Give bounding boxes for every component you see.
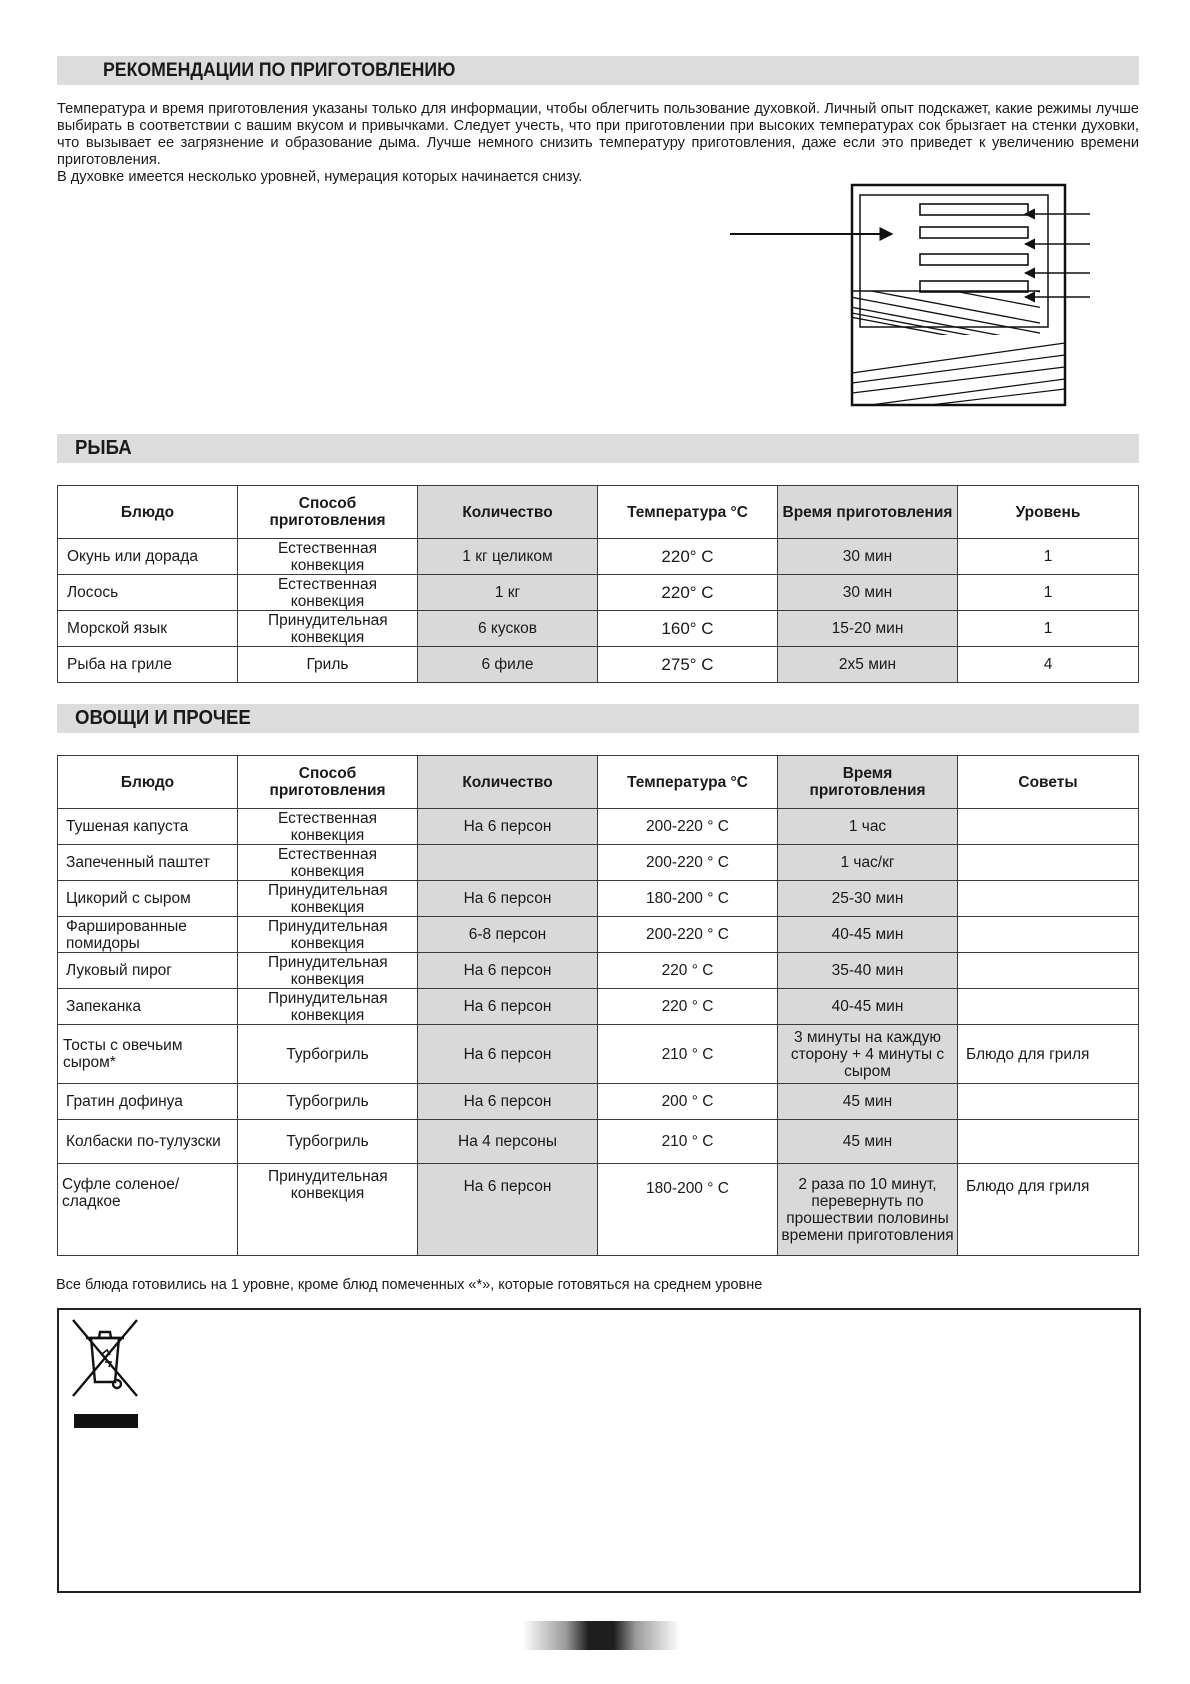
veg-temperature: 210 ° C (598, 1025, 778, 1084)
veg-temperature: 180-200 ° C (598, 1164, 778, 1256)
fish-quantity: 6 кусков (418, 611, 598, 647)
disposal-info-box (57, 1308, 1141, 1593)
table-row (58, 953, 1139, 989)
fish-level: 1 (958, 575, 1139, 611)
veg-temperature: 200-220 ° C (598, 809, 778, 845)
veg-header-time: Время приготовления (778, 756, 958, 809)
table-row (58, 881, 1139, 917)
table-row (58, 989, 1139, 1025)
fish-dish: Рыба на гриле (58, 647, 238, 683)
veg-time: 2 раза по 10 минут, перевернуть по прошествии половины времени приготовления (778, 1164, 958, 1256)
vegetables-table (57, 755, 1139, 1256)
table-row (58, 1164, 1139, 1256)
veg-dish: Фаршированные помидоры (58, 917, 238, 953)
weee-black-bar (74, 1414, 138, 1428)
table-row (58, 809, 1139, 845)
fish-header-method: Способ приготовления (238, 486, 418, 539)
section-title-fish (57, 434, 1139, 463)
veg-temperature: 200-220 ° C (598, 845, 778, 881)
veg-quantity: На 4 персоны (418, 1120, 598, 1164)
veg-time: 3 минуты на каждую сторону + 4 минуты с сыром (778, 1025, 958, 1084)
fish-time: 15-20 мин (778, 611, 958, 647)
veg-tips (958, 1084, 1139, 1120)
veg-title: ОВОЩИ И ПРОЧЕЕ (75, 707, 251, 729)
page-number-tab (522, 1621, 680, 1650)
veg-dish: Запеканка (58, 989, 238, 1025)
veg-method: Принудительная конвекция (238, 989, 418, 1025)
veg-dish: Запеченный паштет (58, 845, 238, 881)
fish-time: 30 мин (778, 575, 958, 611)
veg-tips (958, 953, 1139, 989)
fish-header-temperature: Температура °C (598, 486, 778, 539)
veg-tips (958, 989, 1139, 1025)
fish-table (57, 485, 1139, 683)
fish-level: 4 (958, 647, 1139, 683)
veg-tips: Блюдо для гриля (958, 1164, 1139, 1256)
section-title-vegetables (57, 704, 1139, 733)
veg-quantity: На 6 персон (418, 881, 598, 917)
veg-quantity: На 6 персон (418, 1164, 598, 1256)
veg-time: 35-40 мин (778, 953, 958, 989)
veg-temperature: 180-200 ° C (598, 881, 778, 917)
veg-tips (958, 881, 1139, 917)
veg-dish: Луковый пирог (58, 953, 238, 989)
crossed-out-wheelie-bin-icon (69, 1318, 141, 1398)
veg-quantity (418, 845, 598, 881)
veg-time: 45 мин (778, 1120, 958, 1164)
fish-quantity: 1 кг (418, 575, 598, 611)
veg-quantity: На 6 персон (418, 1025, 598, 1084)
fish-quantity: 1 кг целиком (418, 539, 598, 575)
veg-dish: Суфле соленое/сладкое (58, 1164, 238, 1256)
fish-temperature: 220° C (598, 575, 778, 611)
veg-tips (958, 845, 1139, 881)
veg-time: 40-45 мин (778, 917, 958, 953)
oven-levels-diagram (720, 183, 1110, 413)
fish-level: 1 (958, 611, 1139, 647)
veg-dish: Гратин дофинуа (58, 1084, 238, 1120)
fish-quantity: 6 филе (418, 647, 598, 683)
veg-time: 40-45 мин (778, 989, 958, 1025)
veg-quantity: На 6 персон (418, 809, 598, 845)
veg-time: 1 час (778, 809, 958, 845)
veg-temperature: 200-220 ° C (598, 917, 778, 953)
fish-method: Гриль (238, 647, 418, 683)
veg-tips (958, 809, 1139, 845)
intro-paragraph-1: Температура и время приготовления указаны только для информации, чтобы облегчить пользование духовкой. Личный опыт подскажет, какие режимы лучше выбирать в соответствии с вашим вкусом и привычками. Следует учесть, что при приготовлении при высоких температурах сок брызгает на стенки духовки, что вызывает ее загрязнение и образование дыма. Лучше немного снизить температуру приготовления, даже если это приведет к увеличению времени приготовления. (57, 101, 1139, 168)
fish-title: РЫБА (75, 437, 132, 459)
veg-quantity: 6-8 персон (418, 917, 598, 953)
veg-time: 1 час/кг (778, 845, 958, 881)
table-row (58, 539, 1139, 575)
veg-method: Турбогриль (238, 1025, 418, 1084)
veg-method: Естественная конвекция (238, 809, 418, 845)
fish-header-time: Время приготовления (778, 486, 958, 539)
veg-dish: Тосты с овечьим сыром* (58, 1025, 238, 1084)
fish-method: Естественная конвекция (238, 539, 418, 575)
veg-tips (958, 917, 1139, 953)
table-row (58, 845, 1139, 881)
fish-table-header (58, 486, 1139, 539)
table-row (58, 1120, 1139, 1164)
intro-paragraph-2: В духовке имеется несколько уровней, нумерация которых начинается снизу. (57, 169, 583, 185)
table-row (58, 611, 1139, 647)
fish-header-quantity: Количество (418, 486, 598, 539)
veg-quantity: На 6 персон (418, 953, 598, 989)
veg-method: Принудительная конвекция (238, 917, 418, 953)
fish-method: Принудительная конвекция (238, 611, 418, 647)
veg-method: Турбогриль (238, 1120, 418, 1164)
veg-method: Принудительная конвекция (238, 953, 418, 989)
veg-temperature: 220 ° C (598, 989, 778, 1025)
fish-dish: Лосось (58, 575, 238, 611)
fish-header-level: Уровень (958, 486, 1139, 539)
table-row (58, 647, 1139, 683)
fish-header-dish: Блюдо (58, 486, 238, 539)
footnote: Все блюда готовились на 1 уровне, кроме блюд помеченных «*», которые готовяться на среднем уровне (56, 1277, 763, 1293)
veg-method: Принудительная конвекция (238, 881, 418, 917)
veg-header-temperature: Температура °C (598, 756, 778, 809)
veg-header-quantity: Количество (418, 756, 598, 809)
fish-dish: Окунь или дорада (58, 539, 238, 575)
veg-temperature: 220 ° C (598, 953, 778, 989)
recommendations-title: РЕКОМЕНДАЦИИ ПО ПРИГОТОВЛЕНИЮ (103, 60, 456, 81)
veg-quantity: На 6 персон (418, 1084, 598, 1120)
veg-tips (958, 1120, 1139, 1164)
table-row (58, 1084, 1139, 1120)
veg-temperature: 200 ° C (598, 1084, 778, 1120)
veg-header-tips: Советы (958, 756, 1139, 809)
veg-method: Естественная конвекция (238, 845, 418, 881)
veg-temperature: 210 ° C (598, 1120, 778, 1164)
fish-level: 1 (958, 539, 1139, 575)
veg-dish: Тушеная капуста (58, 809, 238, 845)
veg-method: Турбогриль (238, 1084, 418, 1120)
fish-temperature: 275° C (598, 647, 778, 683)
veg-tips: Блюдо для гриля (958, 1025, 1139, 1084)
fish-dish: Морской язык (58, 611, 238, 647)
intro-text (57, 101, 1139, 186)
veg-method: Принудительная конвекция (238, 1164, 418, 1256)
veg-dish: Цикорий с сыром (58, 881, 238, 917)
veg-quantity: На 6 персон (418, 989, 598, 1025)
veg-dish: Колбаски по-тулузски (58, 1120, 238, 1164)
table-row (58, 1025, 1139, 1084)
fish-temperature: 160° C (598, 611, 778, 647)
fish-time: 2x5 мин (778, 647, 958, 683)
veg-time: 45 мин (778, 1084, 958, 1120)
veg-table-header (58, 756, 1139, 809)
veg-time: 25-30 мин (778, 881, 958, 917)
section-title-recommendations (57, 56, 1139, 85)
veg-header-dish: Блюдо (58, 756, 238, 809)
table-row (58, 917, 1139, 953)
veg-header-method: Способ приготовления (238, 756, 418, 809)
fish-temperature: 220° C (598, 539, 778, 575)
fish-time: 30 мин (778, 539, 958, 575)
table-row (58, 575, 1139, 611)
fish-method: Естественная конвекция (238, 575, 418, 611)
